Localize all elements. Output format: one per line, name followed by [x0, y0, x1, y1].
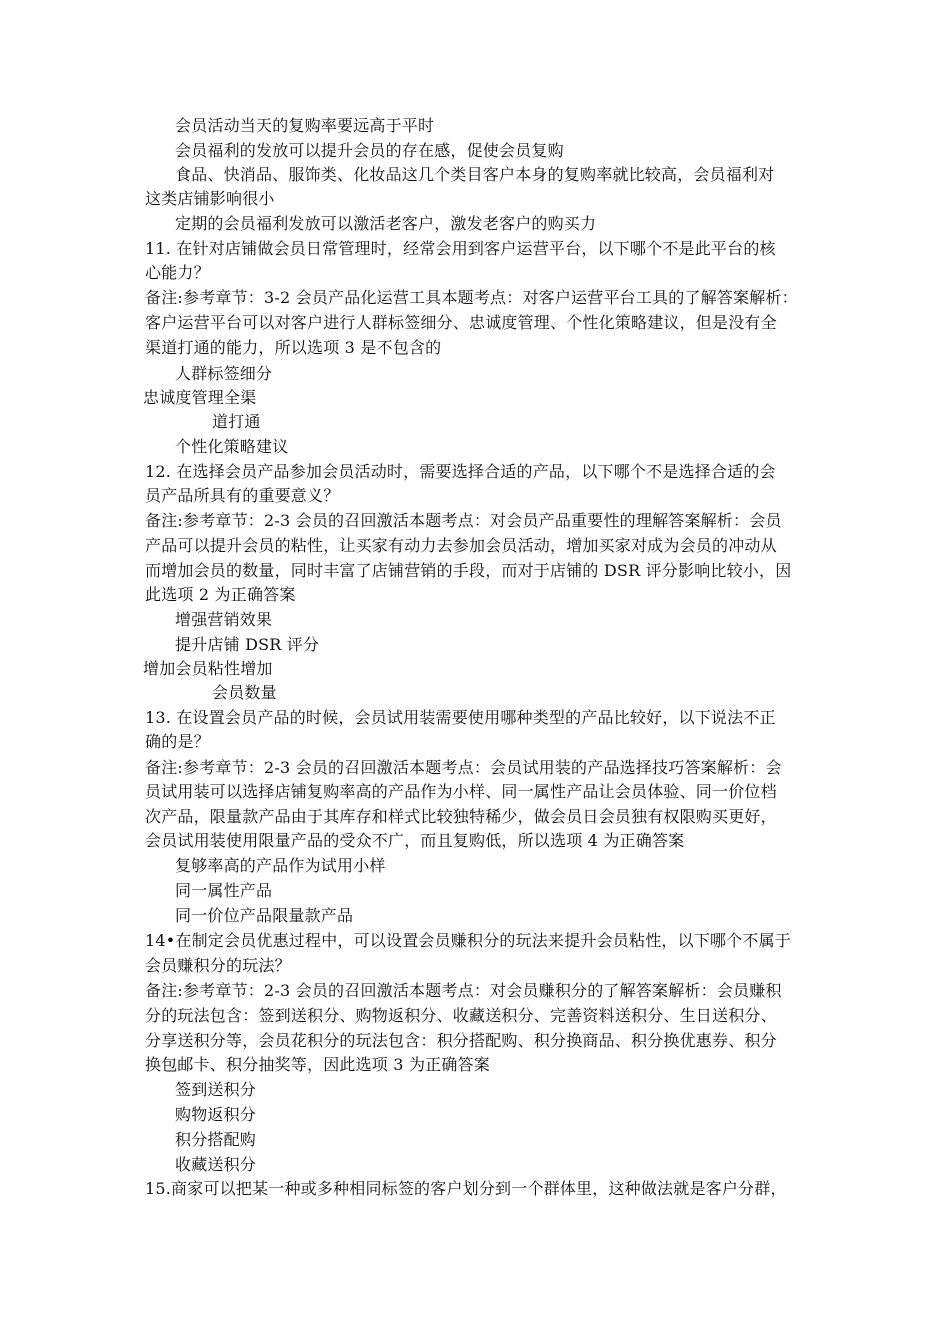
note-text: 分的玩法包含：签到送积分、购物返积分、收藏送积分、完善资料送积分、生日送积分、 [145, 1006, 777, 1025]
note-text: 员试用装可以选择店铺复购率高的产品作为小样、同一属性产品让会员体验、同一价位档 [145, 782, 777, 801]
option-text-continued: 这类店铺影响很小 [145, 189, 275, 208]
question-12-continued: 员产品所具有的重要意义？ [145, 486, 340, 505]
note-text: 会员试用装使用限量产品的受众不广，而且复购低，所以选项 4 为正确答案 [145, 831, 685, 850]
question-13: 13. 在设置会员产品的时候，会员试用装需要使用哪种类型的产品比较好，以下说法不正 [145, 708, 776, 727]
note-text: 备注:参考章节：3-2 会员产品化运营工具本题考点：对客户运营平台工具的了解答案解析： [145, 288, 798, 307]
option-text: 会员活动当天的复购率要远高于平时 [175, 116, 435, 135]
option-text: 增强营销效果 [175, 610, 273, 629]
option-text: 复够率高的产品作为试用小样 [175, 856, 386, 875]
option-text: 忠诚度管理全渠 [143, 388, 257, 407]
question-14: 14•在制定会员优惠过程中，可以设置会员赚积分的玩法来提升会员粘性，以下哪个不属于 [145, 931, 791, 950]
option-text: 积分搭配购 [175, 1130, 257, 1149]
question-11-continued: 心能力？ [145, 263, 210, 282]
note-text: 渠道打通的能力，所以选项 3 是不包含的 [145, 338, 442, 357]
option-text: 同一价位产品限量款产品 [175, 906, 354, 925]
note-text: 产品可以提升会员的粘性，让买家有动力去参加会员活动，增加买家对成为会员的冲动从 [145, 536, 777, 555]
option-text: 收藏送积分 [175, 1155, 257, 1174]
option-text: 购物返积分 [175, 1105, 257, 1124]
question-13-continued: 确的是？ [145, 732, 210, 751]
question-11: 11. 在针对店铺做会员日常管理时，经常会用到客户运营平台，以下哪个不是此平台的核 [145, 239, 776, 258]
note-text: 此选项 2 为正确答案 [145, 585, 296, 604]
note-text: 备注:参考章节：2-3 会员的召回激活本题考点：会员试用装的产品选择技巧答案解析：会 [145, 758, 782, 777]
option-text: 提升店铺 DSR 评分 [175, 635, 320, 654]
option-text: 会员数量 [212, 683, 277, 702]
option-text: 定期的会员福利发放可以激活老客户，激发老客户的购买力 [175, 214, 597, 233]
option-text: 会员福利的发放可以提升会员的存在感，促使会员复购 [175, 141, 564, 160]
option-text: 食品、快消品、服饰类、化妆品这几个类目客户本身的复购率就比较高，会员福利对 [175, 165, 775, 184]
note-text: 分享送积分等，会员花积分的玩法包含：积分搭配购、积分换商品、积分换优惠券、积分 [145, 1031, 777, 1050]
option-text: 同一属性产品 [175, 881, 273, 900]
option-text: 增加会员粘性增加 [143, 659, 273, 678]
option-text: 个性化策略建议 [175, 437, 289, 456]
question-12: 12. 在选择会员产品参加会员活动时，需要选择合适的产品，以下哪个不是选择合适的会 [145, 462, 776, 481]
option-text: 道打通 [212, 412, 261, 431]
option-text: 人群标签细分 [175, 364, 273, 383]
note-text: 备注:参考章节：2-3 会员的召回激活本题考点：对会员产品重要性的理解答案解析：会员 [145, 511, 782, 530]
option-text: 签到送积分 [175, 1080, 257, 1099]
note-text: 而增加会员的数量，同时丰富了店铺营销的手段，而对于店铺的 DSR 评分影响比较小，因 [145, 561, 792, 580]
question-15: 15.商家可以把某一种或多种相同标签的客户划分到一个群体里，这种做法就是客户分群， [145, 1179, 787, 1198]
note-text: 客户运营平台可以对客户进行人群标签细分、忠诚度管理、个性化策略建议，但是没有全 [145, 313, 777, 332]
note-text: 备注:参考章节：2-3 会员的召回激活本题考点：对会员赚积分的了解答案解析：会员赚积 [145, 981, 782, 1000]
note-text: 次产品，限量款产品由于其库存和样式比较独特稀少，做会员日会员独有权限购买更好， [145, 807, 777, 826]
question-14-continued: 会员赚积分的玩法？ [145, 956, 291, 975]
note-text: 换包邮卡、积分抽奖等，因此选项 3 为正确答案 [145, 1055, 490, 1074]
